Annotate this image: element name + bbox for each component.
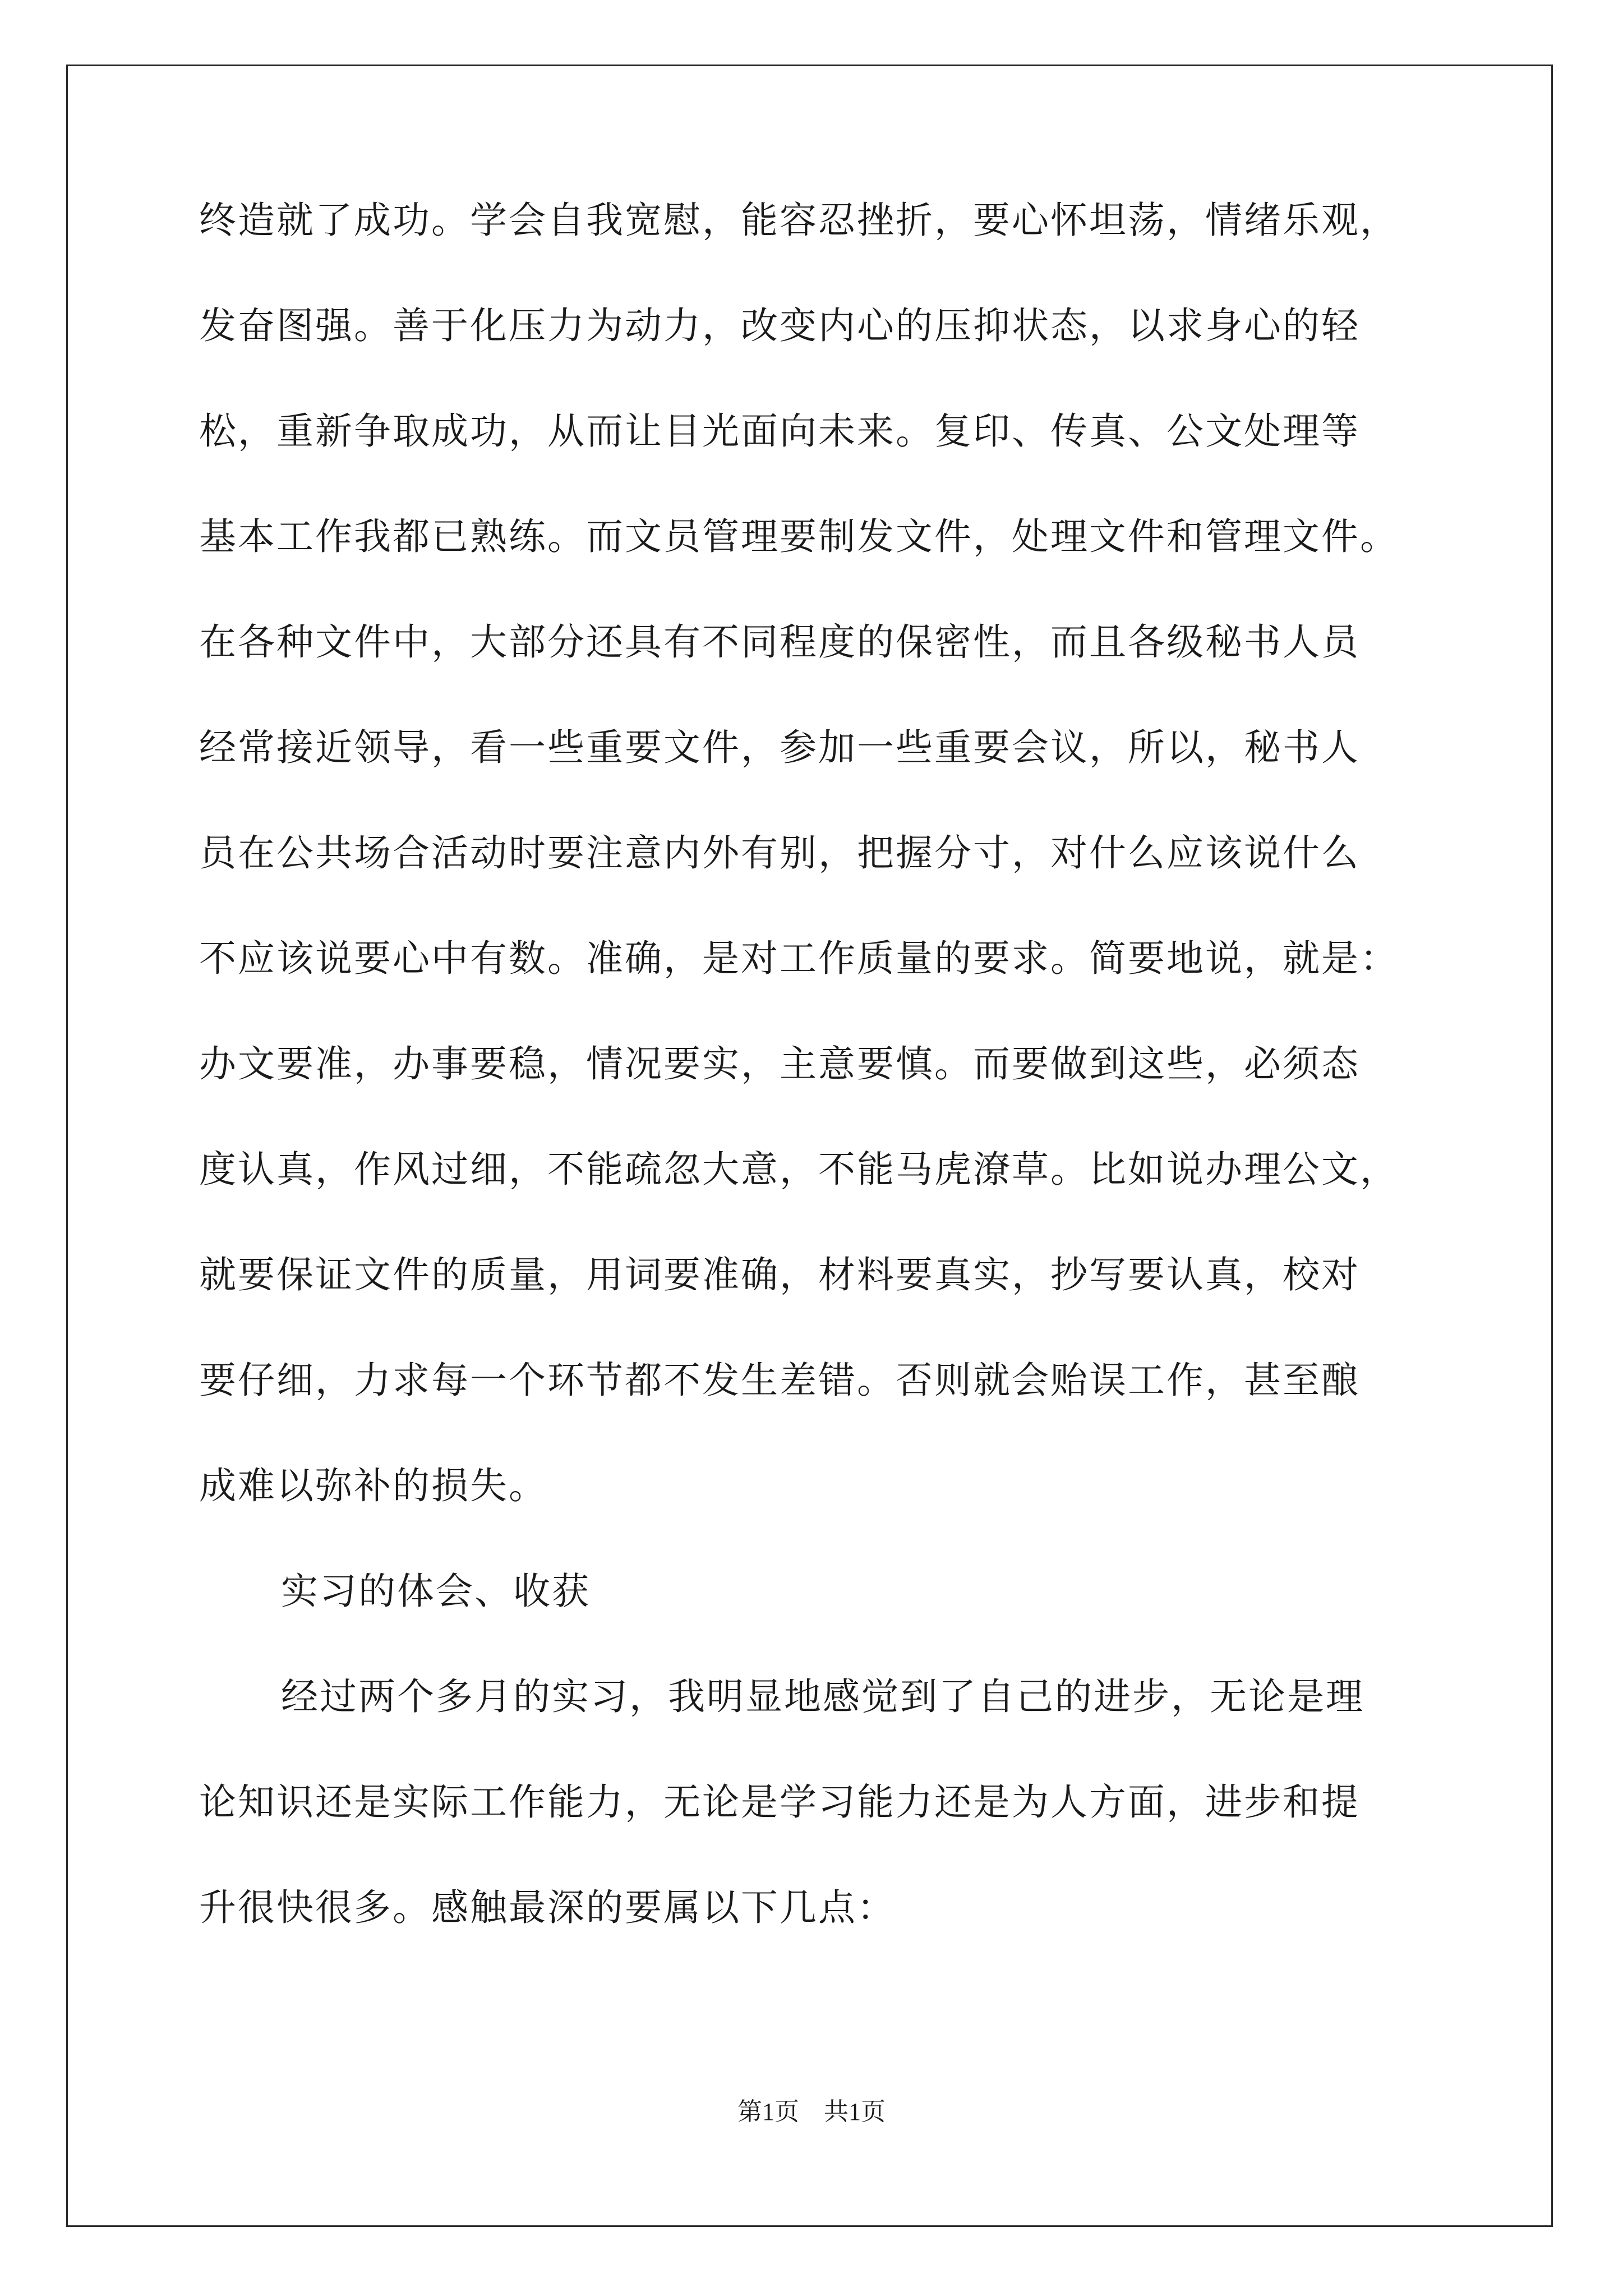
text-line: 升很快很多。感触最深的要属以下几点： xyxy=(199,1886,896,1929)
text-line: 办文要准，办事要稳，情况要实，主意要慎。而要做到这些，必须态 xyxy=(199,1042,1360,1085)
text-line: 就要保证文件的质量，用词要准确，材料要真实，抄写要认真，校对 xyxy=(199,1253,1360,1296)
text-line: 员在公共场合活动时要注意内外有别，把握分寸，对什么应该说什么 xyxy=(199,831,1360,875)
text-line: 终造就了成功。学会自我宽慰，能容忍挫折，要心怀坦荡，情绪乐观， xyxy=(199,199,1399,242)
document-body xyxy=(199,195,1433,1988)
text-line: 不应该说要心中有数。准确，是对工作质量的要求。简要地说，就是： xyxy=(199,937,1399,980)
text-line: 论知识还是实际工作能力，无论是学习能力还是为人方面，进步和提 xyxy=(199,1780,1360,1824)
text-line: 发奋图强。善于化压力为动力，改变内心的压抑状态，以求身心的轻 xyxy=(199,304,1360,347)
text-line: 成难以弥补的损失。 xyxy=(199,1464,547,1507)
text-line: 经过两个多月的实习，我明显地感觉到了自己的进步，无论是理 xyxy=(281,1675,1364,1718)
page-number: 第1页 共1页 xyxy=(737,2098,886,2125)
text-line: 度认真，作风过细，不能疏忽大意，不能马虎潦草。比如说办理公文， xyxy=(199,1148,1399,1191)
text-line: 基本工作我都已熟练。而文员管理要制发文件，处理文件和管理文件。 xyxy=(199,515,1399,558)
text-line: 经常接近领导，看一些重要文件，参加一些重要会议，所以，秘书人 xyxy=(199,726,1360,769)
section-heading: 实习的体会、收获 xyxy=(281,1570,591,1613)
text-line: 在各种文件中，大部分还具有不同程度的保密性，而且各级秘书人员 xyxy=(199,620,1360,664)
text-line: 要仔细，力求每一个环节都不发生差错。否则就会贻误工作，甚至酿 xyxy=(199,1359,1360,1402)
text-line: 松，重新争取成功，从而让目光面向未来。复印、传真、公文处理等 xyxy=(199,409,1360,453)
